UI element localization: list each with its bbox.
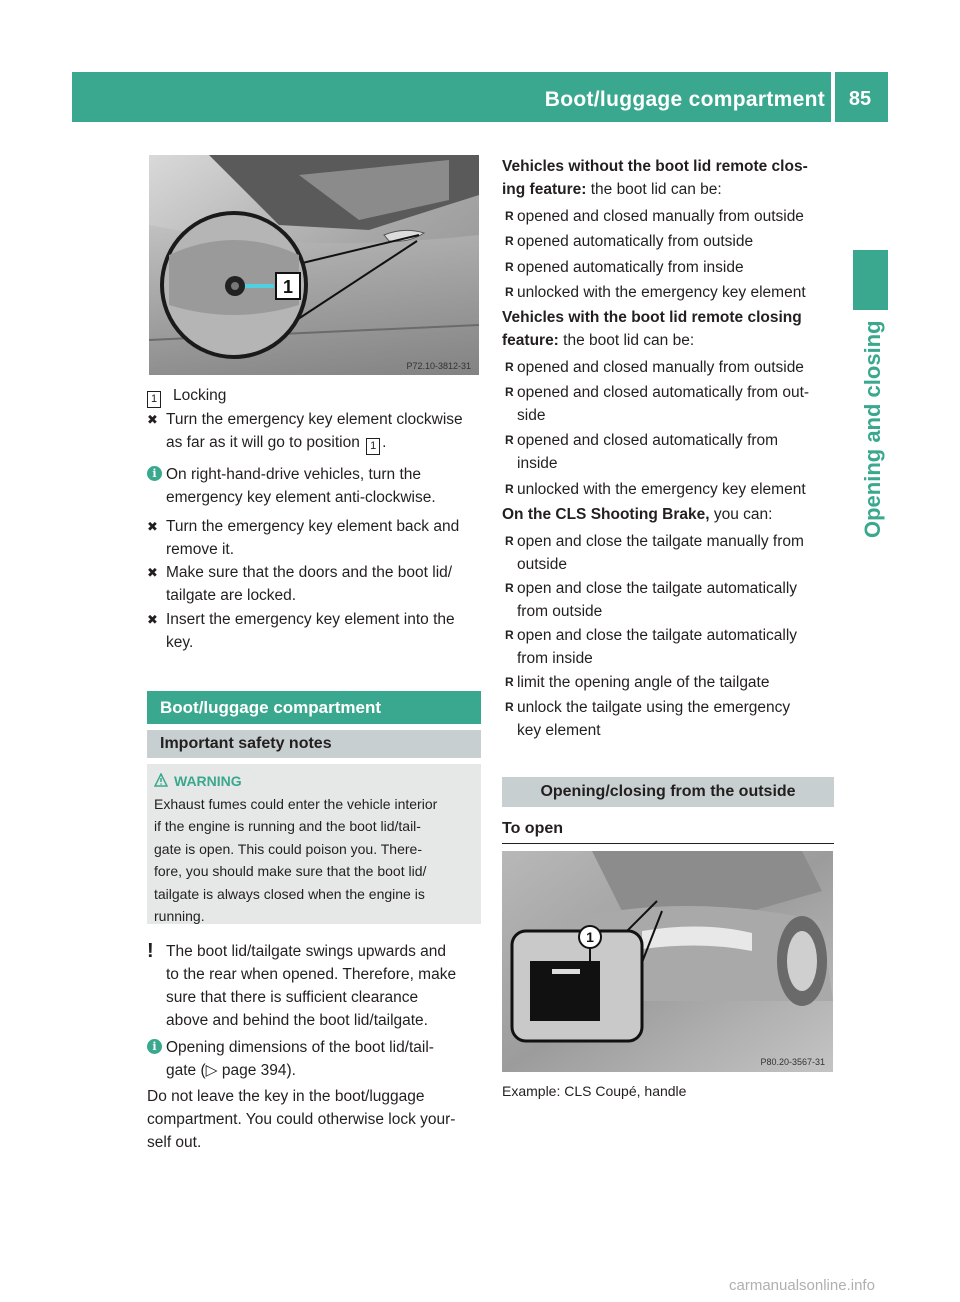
list-item: R unlock the tailgate using the emergency key element [505,699,791,739]
step-text: Turn the emergency key element clockwise [166,411,463,428]
list-item: R open and close the tailgate manually from outside [505,533,804,573]
position-number: 1 [366,438,380,455]
heading-with-remote: Vehicles with the boot lid remote closing feature: the boot lid can be: [502,309,802,349]
list-item: R opened automatically from inside [505,259,744,276]
info-dimensions [147,1036,500,1082]
list-item: R opened and closed automatically from out- side [505,384,810,424]
step-insert-key [147,608,500,654]
subsection-heading-safety: Important safety notes [147,730,481,758]
step-arrow-icon: ✖ [147,519,158,534]
warning-text: tailgate is always closed when the engine is [154,885,425,902]
info-text: Opening dimensions of the boot lid/tail- [166,1039,434,1056]
watermark: carmanualsonline.info [729,1277,875,1294]
warning-box [147,764,481,924]
warning-text: running. [154,908,205,924]
step-arrow-icon: ✖ [147,565,158,580]
list-item: R opened and closed manually from outside [505,208,804,225]
side-tab-marker [853,250,888,310]
door-handle-figure [149,155,479,375]
page-title: Boot/luggage compartment [544,88,825,111]
header-divider [831,72,835,122]
step-make-sure-locked [147,561,500,607]
legend-label: Locking [173,387,227,404]
step-turn-back [147,515,500,561]
list-item: R limit the opening angle of the tailgate [505,674,770,691]
list-item: R opened and closed automatically from inside [505,432,779,472]
step-arrow-icon: ✖ [147,612,158,627]
to-open-heading: To open [502,817,834,844]
boot-handle-figure [502,851,833,1072]
step-turn-clockwise [147,408,500,455]
step-text: key. [166,634,194,651]
info-text: emergency key element anti-clockwise. [166,489,436,506]
figure-caption: Example: CLS Coupé, handle [502,1083,687,1099]
info-icon: i [147,1039,162,1054]
figure1-callout: 1 [282,277,294,297]
subsection-heading-opening: Opening/closing from the outside [502,777,834,807]
list-item: R opened automatically from outside [505,233,754,250]
info-icon: i [147,466,162,481]
step-text: Make sure that the doors and the boot lid/ [166,564,453,581]
warning-title: WARNING [154,770,473,793]
heading-shooting-brake: On the CLS Shooting Brake, you can: [502,506,773,523]
warning-text: gate is open. This could poison you. There- [154,840,422,857]
info-rhd [147,463,500,509]
step-text: as far as it will go to position 1 . [166,431,500,455]
info-text: On right-hand-drive vehicles, turn the [166,466,422,483]
warning-text: fore, you should make sure that the boot lid/ [154,863,427,879]
note-text: sure that there is sufficient clearance [166,989,419,1006]
note-text: The boot lid/tailgate swings upwards and [166,943,447,960]
step-text: tailgate are locked. [166,587,297,604]
step-arrow-icon: ✖ [147,412,158,427]
figure2-code: P80.20-3567-31 [760,1057,825,1067]
figure1-code: P72.10-3812-31 [406,361,471,371]
exclamation-icon: ! [147,940,154,962]
note-text: to the rear when opened. Therefore, make [166,966,457,983]
list-item: R unlocked with the emergency key element [505,284,806,301]
list-item: R unlocked with the emergency key element [505,481,806,498]
step-text: Insert the emergency key element into the [166,611,455,628]
closing-paragraph: Do not leave the key in the boot/luggage compartment. You could otherwise lock your- self out. [147,1088,456,1151]
step-text: Turn the emergency key element back and [166,518,460,535]
step-text: remove it. [166,541,235,558]
list-item: R open and close the tailgate automatically from inside [505,627,798,667]
caution-note [147,940,500,1032]
page-reference-link[interactable]: gate (▷ page 394). [166,1062,296,1079]
side-tab-label: Opening and closing [860,320,885,538]
warning-text: Exhaust fumes could enter the vehicle interior [154,795,438,812]
warning-triangle-icon [154,773,168,787]
legend-number: 1 [147,391,161,408]
figure2-callout: 1 [586,929,594,945]
figure-legend [147,384,226,408]
section-heading-boot: Boot/luggage compartment [147,691,481,724]
list-item: R opened and closed manually from outside [505,359,804,376]
list-item: R open and close the tailgate automatically from outside [505,580,798,620]
note-text: above and behind the boot lid/tailgate. [166,1012,428,1029]
warning-text: if the engine is running and the boot lid/tail- [154,818,421,834]
heading-without-remote: Vehicles without the boot lid remote clos- ing feature: the boot lid can be: [502,158,808,198]
page-number: 85 [848,88,872,110]
